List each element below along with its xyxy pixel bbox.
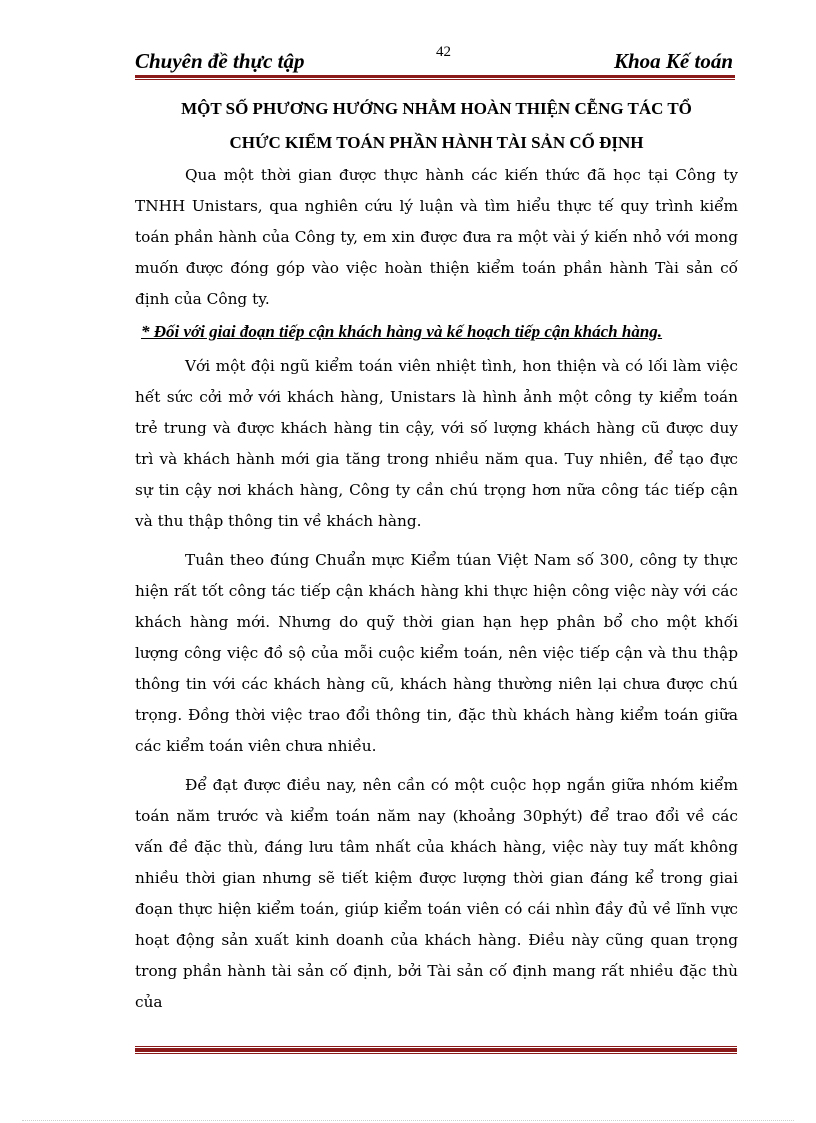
paragraph-2: Tuân theo đúng Chuẩn mực Kiểm túan Việt Nam số 300, công ty thực hiện rất tốt công tác tiếp cận khách hàng khi thực hiện công việc này với các khách hàng mới. Nhưng do quỹ thời gian hạn hẹp phân bổ cho một khối lượng công việc đồ sộ của mỗi cuộc kiểm toán, nên việc tiếp cận và thu thập thông tin với các khách hàng cũ, khách hàng thường niên lại chưa được chú trọng. Đồng thời việc trao đổi thông tin, đặc thù khách hàng kiểm toán giữa các kiểm toán viên chưa nhiều. [135,551,738,755]
header-rule [135,75,735,81]
section-title-line-2: CHỨC KIỂM TOÁN PHẦN HÀNH TÀI SẢN CỐ ĐỊNH [229,133,644,152]
intro-paragraph: Qua một thời gian được thực hành các kiến thức đã học tại Công ty TNHH Unistars, qua nghiên cứu lý luận và tìm hiểu thực tế quy trình kiểm toán phần hành của Công ty, em xin được đưa ra một vài ý kiến nhỏ với mong muốn được đóng góp vào việc hoàn thiện kiểm toán phần hành Tài sản cố định của Công ty. [135,166,738,308]
paragraph-3: Để đạt được điều nay, nên cần có một cuộc họp ngắn giữa nhóm kiểm toán năm trước và kiểm toán năm nay (khoảng 30phýt) để trao đổi về các vấn đề đặc thù, đáng lưu tâm nhất của khách hàng, việc này tuy mất không nhiều thời gian nhưng sẽ tiết kiệm được lượng thời gian đáng kể trong giai đoạn thực hiện kiểm toán, giúp kiểm toán viên có cái nhìn đầy đủ về lĩnh vực hoạt động sản xuất kinh doanh của khách hàng. Điều này cũng quan trọng trong phần hành tài sản cố định, bởi Tài sản cố định mang rất nhiều đặc thù của [135,776,738,1011]
section-title-line-1: MỘT SỐ PHƯƠNG HƯỚNG NHẰM HOÀN THIỆN CỄNG TÁC TỔ [181,99,692,118]
page-edge [22,1120,794,1121]
footer-rule [135,1046,737,1054]
subheading: * Đối với giai đoạn tiếp cận khách hàng và kế hoạch tiếp cận khách hàng. [141,322,663,341]
paragraph-1: Với một đội ngũ kiểm toán viên nhiệt tình, hon thiện và có lối làm việc hết sức cởi mở với khách hàng, Unistars là hình ảnh một công ty kiểm toán trẻ trung và được khách hàng tin cậy, với số lượng khách hàng cũ được duy trì và khách hành mới gia tăng trong nhiều năm qua. Tuy nhiên, để tạo đực sự tin cậy nơi khách hàng, Công ty cần chú trọng hơn nữa công tác tiếp cận và thu thập thông tin về khách hàng. [135,357,738,530]
page-number: 42 [436,44,451,60]
page-header [135,44,733,74]
header-course-title: Chuyên đề thực tập [135,49,305,73]
page-body [135,92,738,1018]
header-department: Khoa Kế toán [613,49,733,73]
